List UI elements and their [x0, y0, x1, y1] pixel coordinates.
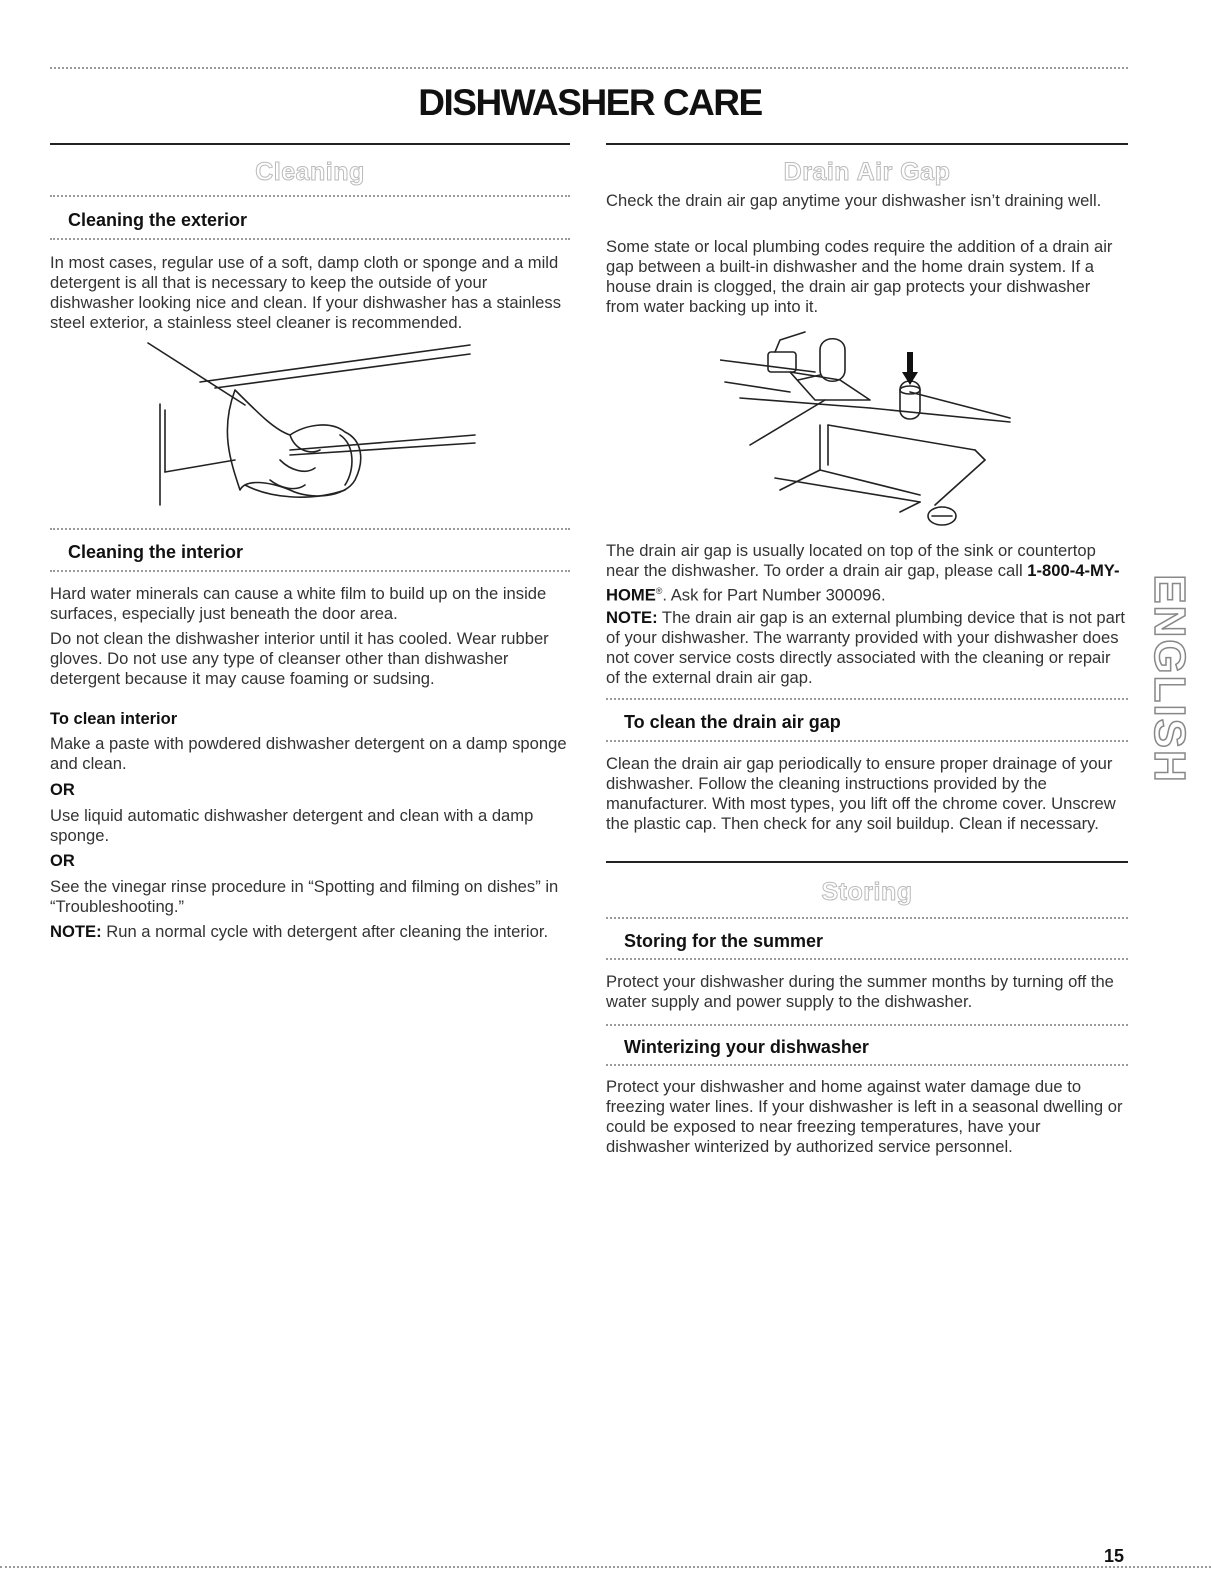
wiping-exterior-illustration	[140, 340, 480, 510]
note-label: NOTE:	[606, 608, 658, 627]
bottom-border	[0, 1566, 1211, 1568]
exterior-body: In most cases, regular use of a soft, damp cloth or sponge and a mild detergent is all that is necessary to keep the outside of your dishwasher looking nice and clean. If your dishwasher has a stainless steel exterior, a stainless steel cleaner is recommended.	[50, 253, 562, 332]
interior-body-2: Do not clean the dishwasher interior until it has cooled. Wear rubber gloves. Do not use any type of cleanser other than dishwasher detergent because it may cause foaming or sudsing.	[50, 629, 549, 688]
to-clean-step-3: See the vinegar rinse procedure in “Spotting and filming on dishes” in “Troubleshooting.”	[50, 877, 559, 916]
registered-mark: ®	[655, 586, 663, 596]
storing-section-heading: Storing	[821, 878, 913, 906]
storing-section-rule	[606, 861, 1128, 863]
note-text: The drain air gap is an external plumbing device that is not part of your dishwasher. The warranty provided with your dishwasher does not cover service costs directly associated with the cleaning or repair of the external drain air gap.	[606, 608, 1125, 687]
p3-suffix: . Ask for Part Number 300096.	[662, 585, 886, 605]
page-title: DISHWASHER CARE	[418, 82, 762, 123]
drain-air-gap-p2: Some state or local plumbing codes require the addition of a drain air gap between a built-in dishwasher and the home drain system. If a house drain is clogged, the drain air gap protects your dishwasher from water backing up into it.	[606, 237, 1113, 316]
to-clean-step-2: Use liquid automatic dishwasher detergent and clean with a damp sponge.	[50, 806, 534, 845]
top-border	[50, 67, 1128, 69]
cleaning-section-heading: Cleaning	[255, 158, 365, 186]
to-clean-step-1: Make a paste with powdered dishwasher detergent on a damp sponge and clean.	[50, 734, 567, 773]
drain-air-gap-p3	[606, 541, 1128, 606]
divider	[606, 917, 1128, 919]
or-label-1: OR	[50, 781, 75, 799]
drain-air-gap-illustration	[720, 330, 1020, 530]
note-label: NOTE:	[50, 922, 102, 941]
clean-drain-air-gap-heading: To clean the drain air gap	[624, 712, 841, 732]
drain-air-gap-section-heading: Drain Air Gap	[783, 158, 951, 186]
divider	[606, 1064, 1128, 1066]
interior-note	[50, 922, 572, 942]
clean-drain-air-gap-body: Clean the drain air gap periodically to ensure proper drainage of your dishwasher. Follow the cleaning instructions provided by the manufacturer. With most types, you lift off the chrome cover. Unscrew the plastic cap. Then check for any soil buildup. Clean if necessary.	[606, 754, 1116, 833]
divider	[50, 195, 570, 197]
winterizing-heading: Winterizing your dishwasher	[624, 1037, 869, 1057]
divider	[50, 528, 570, 530]
divider	[606, 698, 1128, 700]
exterior-heading: Cleaning the exterior	[68, 210, 248, 230]
or-label-2: OR	[50, 852, 75, 870]
divider	[606, 958, 1128, 960]
winterizing-body: Protect your dishwasher and home against water damage due to freezing water lines. If your dishwasher is left in a seasonal dwelling or could be exposed to near freezing temperatures, have your dishwasher winterized by authorized service personnel.	[606, 1077, 1123, 1156]
storing-summer-heading: Storing for the summer	[624, 931, 824, 951]
right-section-rule	[606, 143, 1128, 145]
note-text: Run a normal cycle with detergent after cleaning the interior.	[101, 922, 549, 941]
interior-body-1: Hard water minerals can cause a white film to build up on the inside surfaces, especially just beneath the door area.	[50, 584, 547, 623]
divider	[606, 1024, 1128, 1026]
interior-heading: Cleaning the interior	[68, 542, 244, 562]
to-clean-interior-heading: To clean interior	[50, 710, 178, 728]
phone-number: 1-800-4-MY-HOME	[606, 561, 1120, 605]
divider	[50, 570, 570, 572]
left-section-rule	[50, 143, 570, 145]
side-tab-text: ENGLISH	[1145, 574, 1195, 784]
page-number: 15	[1104, 1546, 1125, 1566]
language-side-tab	[1145, 568, 1195, 790]
p3-prefix: The drain air gap is usually located on top of the sink or countertop near the dishwasher. To order a drain air gap, please call	[606, 541, 1096, 580]
drain-air-gap-note	[606, 608, 1128, 688]
storing-summer-body: Protect your dishwasher during the summer months by turning off the water supply and power supply to the dishwasher.	[606, 972, 1114, 1011]
divider	[606, 740, 1128, 742]
drain-air-gap-p1: Check the drain air gap anytime your dishwasher isn’t draining well.	[606, 191, 1102, 210]
divider	[50, 238, 570, 240]
